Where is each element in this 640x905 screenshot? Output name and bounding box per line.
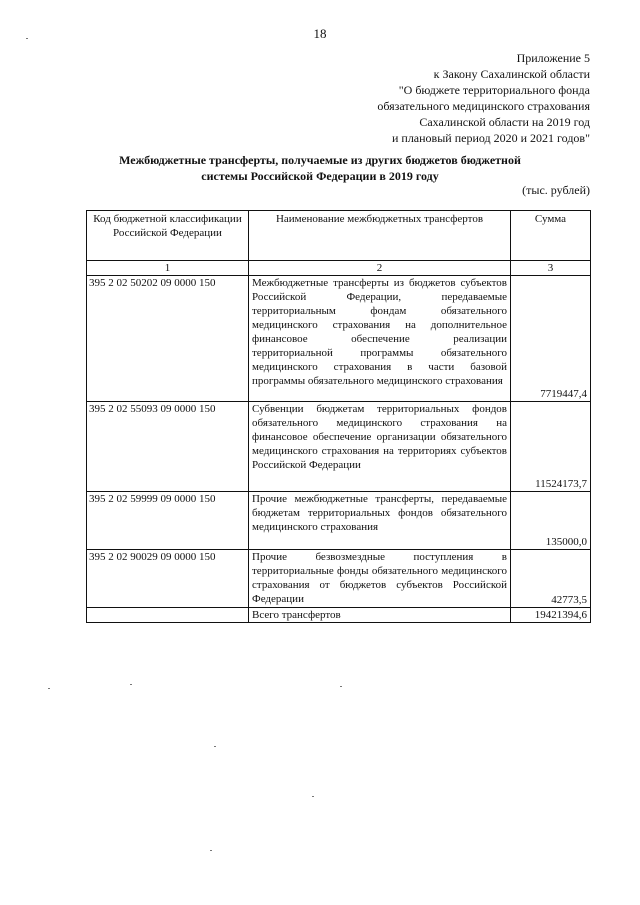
scan-speck xyxy=(48,688,50,689)
page-number: 18 xyxy=(313,26,327,41)
header-name: Наименование межбюджетных трансфертов xyxy=(249,211,511,261)
column-number: 1 xyxy=(87,261,249,276)
scan-speck xyxy=(340,686,342,687)
transfers-table xyxy=(86,210,591,623)
row-code: 395 2 02 90029 09 0000 150 xyxy=(87,550,249,608)
appendix-line: и плановый период 2020 и 2021 годов" xyxy=(391,131,590,145)
row-code: 395 2 02 55093 09 0000 150 xyxy=(87,402,249,492)
row-name: Субвенции бюджетам территориальных фондов обязательного медицинского страхования на финансовое обеспечение организации обязательного медицинского страхования на территориях субъектов Российской Федерации xyxy=(249,402,511,492)
unit-label: (тыс. рублей) xyxy=(522,183,590,197)
total-row xyxy=(87,608,591,623)
scan-speck xyxy=(312,796,314,797)
row-sum: 7719447,4 xyxy=(511,276,591,402)
row-name: Межбюджетные трансферты из бюджетов субъектов Российской Федерации, передаваемые территориальным фондам обязательного медицинского страхования на дополнительное финансовое обеспечение реализации территориальной программы обязательного медицинского страхования в части базовой программы обязательного медицинского страхования xyxy=(249,276,511,402)
scan-speck xyxy=(26,38,28,39)
table-row xyxy=(87,550,591,608)
appendix-line: Приложение 5 xyxy=(516,51,590,65)
total-empty-cell xyxy=(87,608,249,623)
table-row xyxy=(87,402,591,492)
appendix-line: Сахалинской области на 2019 год xyxy=(419,115,590,129)
appendix-line: к Закону Сахалинской области xyxy=(433,67,590,81)
table-header-row xyxy=(87,211,591,261)
table-row xyxy=(87,492,591,550)
table-row xyxy=(87,276,591,402)
appendix-line: "О бюджете территориального фонда xyxy=(398,83,590,97)
document-title xyxy=(70,152,570,184)
row-code: 395 2 02 50202 09 0000 150 xyxy=(87,276,249,402)
row-sum: 11524173,7 xyxy=(511,402,591,492)
row-sum: 42773,5 xyxy=(511,550,591,608)
row-code: 395 2 02 59999 09 0000 150 xyxy=(87,492,249,550)
column-number: 3 xyxy=(511,261,591,276)
title-line: Межбюджетные трансферты, получаемые из других бюджетов бюджетной xyxy=(119,153,521,167)
scan-speck xyxy=(214,746,216,747)
appendix-line: обязательного медицинского страхования xyxy=(377,99,590,113)
row-name: Прочие безвозмездные поступления в территориальные фонды обязательного медицинского страхования от бюджетов субъектов Российской Федерации xyxy=(249,550,511,608)
header-code: Код бюджетной классификации Российской Федерации xyxy=(87,211,249,261)
header-sum: Сумма xyxy=(511,211,591,261)
total-label: Всего трансфертов xyxy=(249,608,511,623)
column-number-row xyxy=(87,261,591,276)
row-sum: 135000,0 xyxy=(511,492,591,550)
column-number: 2 xyxy=(249,261,511,276)
scan-speck xyxy=(130,684,132,685)
appendix-reference xyxy=(377,50,590,146)
scan-speck xyxy=(210,850,212,851)
row-name: Прочие межбюджетные трансферты, передаваемые бюджетам территориальных фондов обязательного медицинского страхования xyxy=(249,492,511,550)
title-line: системы Российской Федерации в 2019 году xyxy=(201,169,439,183)
total-sum: 19421394,6 xyxy=(511,608,591,623)
